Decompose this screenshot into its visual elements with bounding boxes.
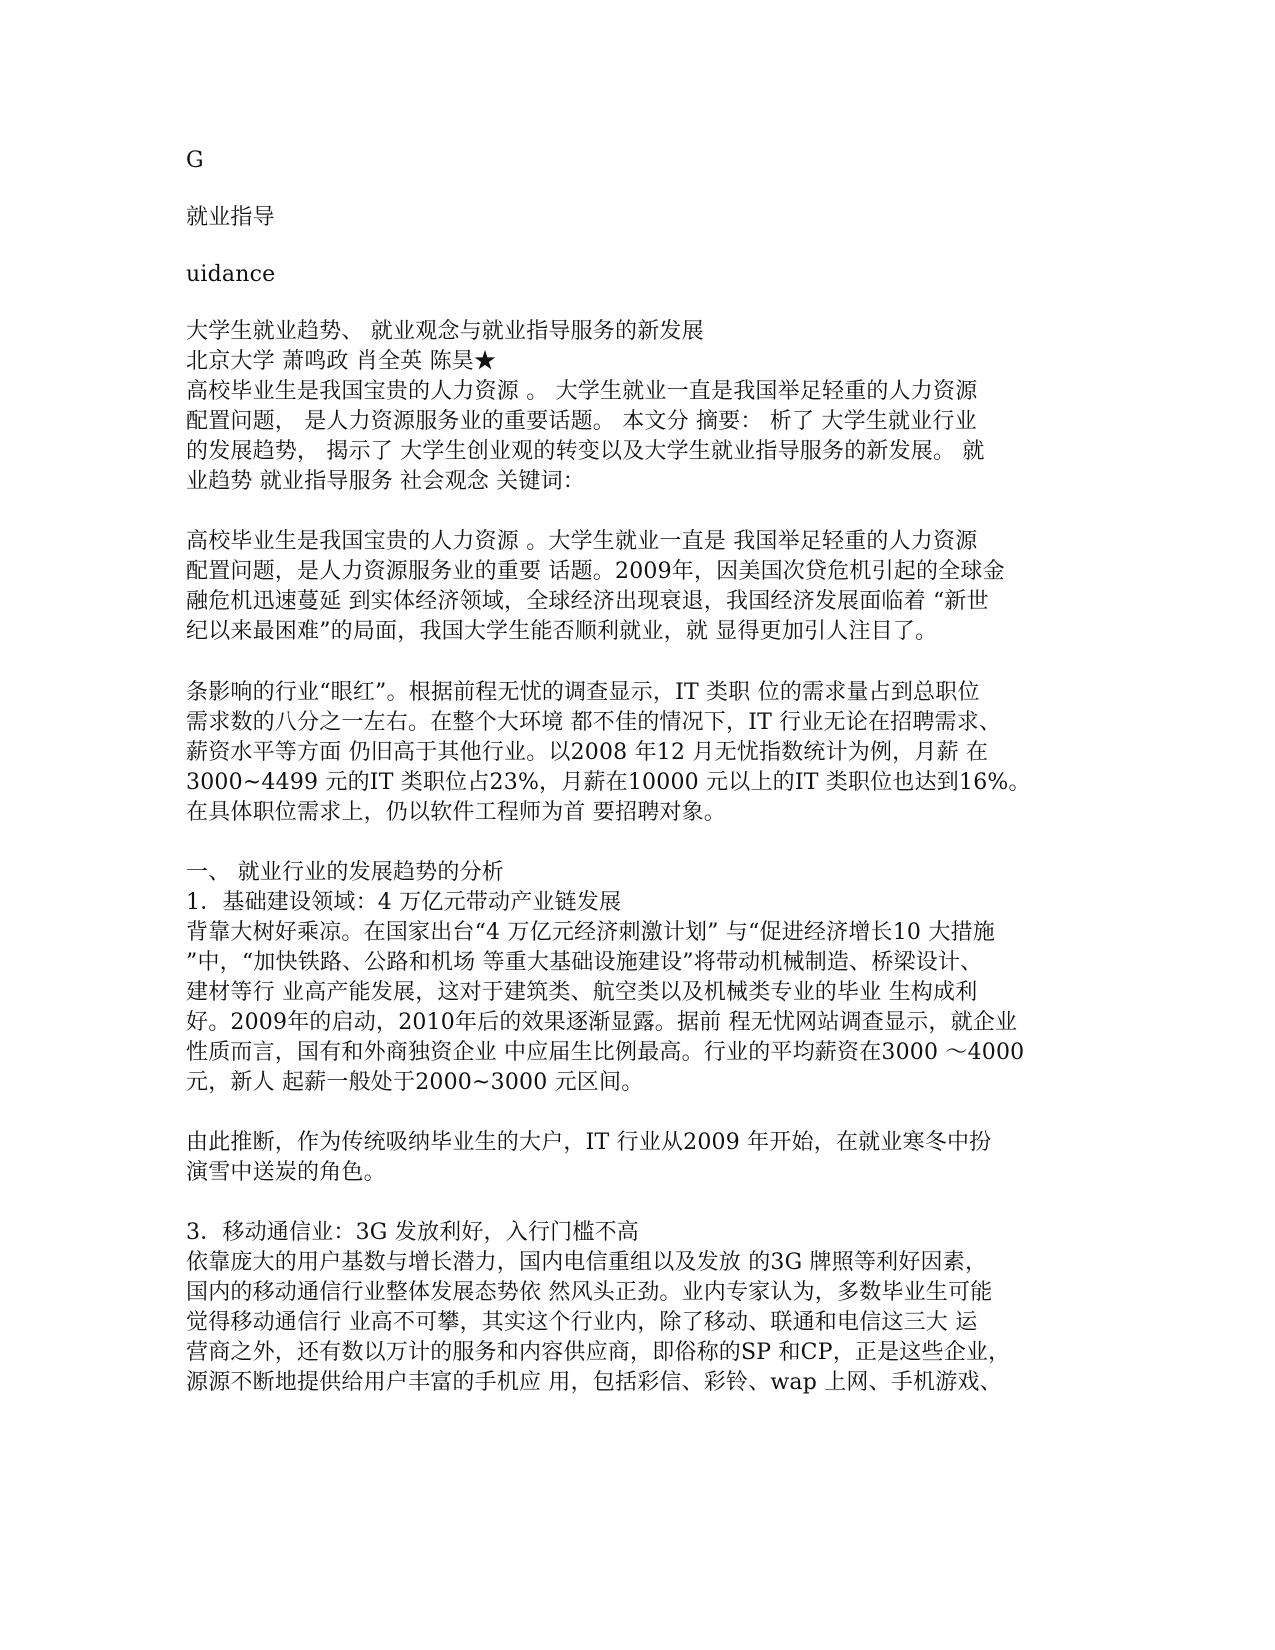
header-suffix: uidance [186, 262, 276, 287]
paragraph-line: 条影响的行业“眼红”。根据前程无忧的调查显示，IT 类职 位的需求量占到总职位 [186, 680, 980, 705]
paragraph-line: 背靠大树好乘凉。在国家出台“4 万亿元经济刺激计划” 与“促进经济增长10 大措施 [186, 920, 995, 945]
article-authors: 北京大学 萧鸣政 肖全英 陈昊★ [186, 349, 497, 374]
paragraph-line: 建材等行 业高产能发展，这对于建筑类、航空类以及机械类专业的毕业 生构成利 [186, 980, 978, 1005]
paragraph-line: 薪资水平等方面 仍旧高于其他行业。以2008 年12 月无忧指数统计为例，月薪 在 [186, 740, 989, 765]
abstract-line: 配置问题， 是人力资源服务业的重要话题。 本文分 摘要： 析了 大学生就业行业 [186, 409, 977, 434]
paragraph-line: 营商之外，还有数以万计的服务和内容供应商，即俗称的SP 和CP，正是这些企业， [186, 1340, 1011, 1365]
paragraph-line: 演雪中送炭的角色。 [186, 1160, 386, 1185]
header-section-title: 就业指导 [186, 205, 275, 230]
subsection-heading: 3．移动通信业：3G 发放利好，入行门槛不高 [186, 1220, 639, 1245]
paragraph-line: 纪以来最困难”的局面，我国大学生能否顺利就业，就 显得更加引人注目了。 [186, 619, 938, 644]
paragraph-line: 元，新人 起薪一般处于2000~3000 元区间。 [186, 1070, 644, 1095]
paragraph-line: 高校毕业生是我国宝贵的人力资源 。大学生就业一直是 我国举足轻重的人力资源 [186, 529, 978, 554]
section-heading: 一、 就业行业的发展趋势的分析 [186, 860, 504, 885]
paragraph-line: 3000~4499 元的IT 类职位占23%，月薪在10000 元以上的IT 类职位也达到16%。 [186, 770, 1031, 795]
paragraph-line: 在具体职位需求上，仍以软件工程师为首 要招聘对象。 [186, 800, 726, 825]
paragraph-line: 好。2009年的启动，2010年后的效果逐渐显露。据前 程无忧网站调查显示，就企业 [186, 1010, 1018, 1035]
paragraph-line: 性质而言，国有和外商独资企业 中应届生比例最高。行业的平均薪资在3000 ～4000 [186, 1040, 1025, 1065]
paragraph-line: 依靠庞大的用户基数与增长潜力，国内电信重组以及发放 的3G 牌照等利好因素， [186, 1250, 988, 1275]
header-letter: G [186, 148, 204, 173]
paragraph-line: 由此推断，作为传统吸纳毕业生的大户，IT 行业从2009 年开始，在就业寒冬中扮 [186, 1130, 992, 1155]
paragraph-line: ”中，“加快铁路、公路和机场 等重大基础设施建设”将带动机械制造、桥梁设计、 [186, 950, 983, 975]
article-title: 大学生就业趋势、 就业观念与就业指导服务的新发展 [186, 319, 704, 344]
abstract-line: 高校毕业生是我国宝贵的人力资源 。 大学生就业一直是我国举足轻重的人力资源 [186, 379, 978, 404]
paragraph-line: 融危机迅速蔓延 到实体经济领域，全球经济出现衰退，我国经济发展面临着 “新世 [186, 589, 989, 614]
paragraph-line: 源源不断地提供给用户丰富的手机应 用，包括彩信、彩铃、wap 上网、手机游戏、 [186, 1370, 1002, 1395]
paragraph-line: 国内的移动通信行业整体发展态势依 然风头正劲。业内专家认为，多数毕业生可能 [186, 1280, 993, 1305]
paragraph-line: 配置问题，是人力资源服务业的重要 话题。2009年，因美国次贷危机引起的全球金 [186, 559, 1005, 584]
paragraph-line: 需求数的八分之一左右。在整个大环境 都不佳的情况下，IT 行业无论在招聘需求、 [186, 710, 1002, 735]
abstract-line: 的发展趋势， 揭示了 大学生创业观的转变以及大学生就业指导服务的新发展。 就 [186, 439, 985, 464]
subsection-heading: 1．基础建设领域：4 万亿元带动产业链发展 [186, 890, 622, 915]
paragraph-line: 觉得移动通信行 业高不可攀，其实这个行业内，除了移动、联通和电信这三大 运 [186, 1310, 978, 1335]
abstract-line: 业趋势 就业指导服务 社会观念 关键词： [186, 469, 585, 494]
